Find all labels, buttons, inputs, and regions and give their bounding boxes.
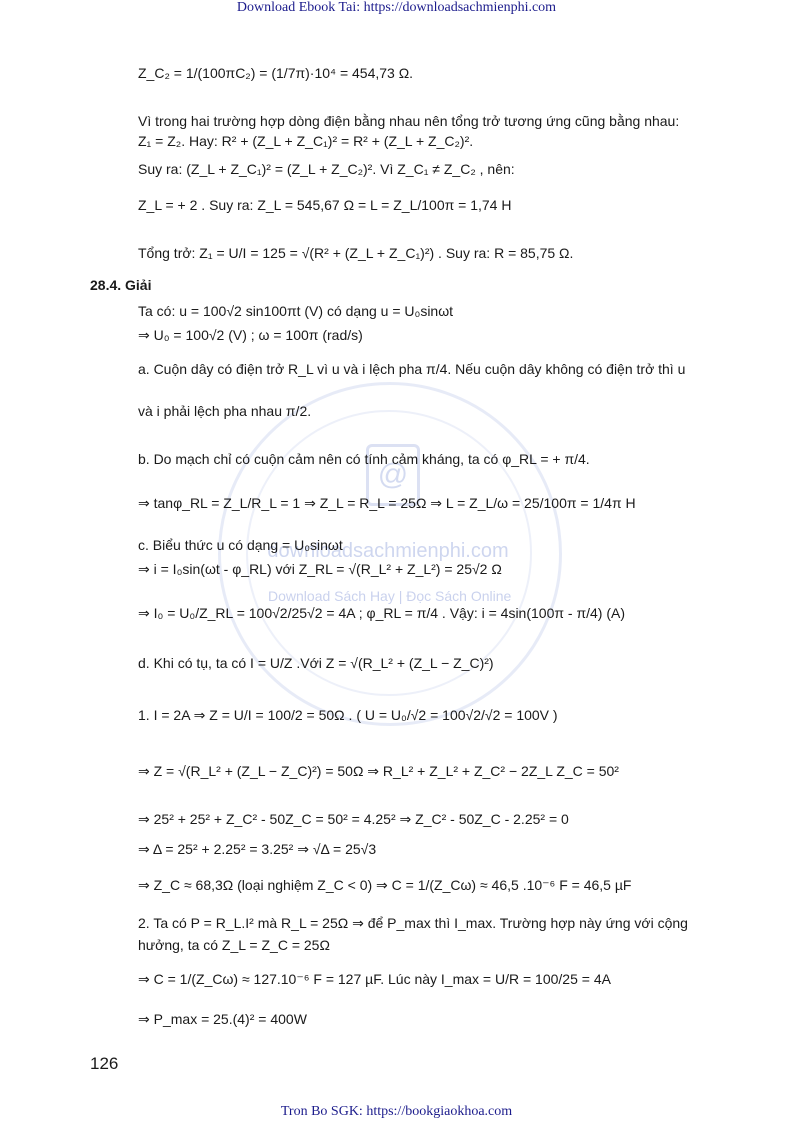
- watermark-at-icon: @: [366, 444, 420, 506]
- watermark-slogan: Download Sách Hay | Đọc Sách Online: [268, 588, 512, 604]
- equal-current-statement: Vì trong hai trường hợp dòng điện bằng nhau nên tổng trở tương ứng cũng bằng nhau:: [138, 113, 680, 129]
- part-c-line1: c. Biểu thức u có dạng = U₀sinωt: [138, 537, 343, 553]
- header-download-link[interactable]: Download Ebook Tai: https://downloadsachmienphi.com: [236, 0, 557, 15]
- voltage-expression: Ta có: u = 100√2 sin100πt (V) có dạng u = U₀sinωt: [138, 303, 454, 319]
- part-d1-line4: ⇒ Δ = 25² + 2.25² = 3.25² ⇒ √Δ = 25√3: [138, 841, 377, 857]
- part-d1-line1: 1. I = 2A ⇒ Z = U/I = 100/2 = 50Ω . ( U = U₀/√2 = 100√2/√2 = 100V ): [138, 707, 558, 723]
- part-c-line3: ⇒ I₀ = U₀/Z_RL = 100√2/25√2 = 4A ; φ_RL = π/4 . Vậy: i = 4sin(100π - π/4) (A): [138, 605, 626, 621]
- deduction-line: Suy ra: (Z_L + Z_C₁)² = (Z_L + Z_C₂)². Vì Z_C₁ ≠ Z_C₂ , nên:: [138, 161, 515, 177]
- section-title-28-4: 28.4. Giải: [90, 277, 152, 293]
- part-c-line2: ⇒ i = I₀sin(ωt - φ_RL) với Z_RL = √(R_L² + Z_L²) = 25√2 Ω: [138, 561, 502, 577]
- part-d2-line1: 2. Ta có P = R_L.I² mà R_L = 25Ω ⇒ để P_max thì I_max. Trường hợp này ứng với cộng: [138, 915, 688, 931]
- part-a-line2: và i phải lệch pha nhau π/2.: [138, 403, 312, 419]
- part-d2-line3: ⇒ C = 1/(Z_Cω) ≈ 127.10⁻⁶ F = 127 µF. Lúc này I_max = U/R = 100/25 = 4A: [138, 971, 611, 987]
- zl-inductance-result: Z_L = + 2 . Suy ra: Z_L = 545,67 Ω = L = Z_L/100π = 1,74 H: [138, 197, 512, 213]
- zc2-calculation: Z_C₂ = 1/(100πC₂) = (1/7π)·10⁴ = 454,73 Ω.: [138, 65, 414, 81]
- part-b-line2: ⇒ tanφ_RL = Z_L/R_L = 1 ⇒ Z_L = R_L = 25Ω ⇒ L = Z_L/ω = 25/100π = 1/4π H: [138, 495, 636, 511]
- part-d1-line5: ⇒ Z_C ≈ 68,3Ω (loại nghiệm Z_C < 0) ⇒ C = 1/(Z_Cω) ≈ 46,5 .10⁻⁶ F = 46,5 µF: [138, 877, 632, 893]
- watermark-site-name: downloadsachmienphi.com: [267, 540, 509, 562]
- total-impedance-result: Tổng trở: Z₁ = U/I = 125 = √(R² + (Z_L + Z_C₁)²) . Suy ra: R = 85,75 Ω.: [138, 245, 574, 261]
- part-d1-line3: ⇒ 25² + 25² + Z_C² - 50Z_C = 50² = 4.25² ⇒ Z_C² - 50Z_C - 2.25² = 0: [138, 811, 569, 827]
- part-b-line1: b. Do mạch chỉ có cuộn cảm nên có tính cảm kháng, ta có φ_RL = + π/4.: [138, 451, 590, 467]
- part-a-line1: a. Cuộn dây có điện trở R_L vì u và i lệch pha π/4. Nếu cuộn dây không có điện trở thì u: [138, 361, 686, 377]
- impedance-equality: Z₁ = Z₂. Hay: R² + (Z_L + Z_C₁)² = R² + (Z_L + Z_C₂)².: [138, 133, 474, 149]
- part-d1-line2: ⇒ Z = √(R_L² + (Z_L − Z_C)²) = 50Ω ⇒ R_L² + Z_L² + Z_C² − 2Z_L Z_C = 50²: [138, 763, 619, 779]
- footer-sgk-link[interactable]: Tron Bo SGK: https://bookgiaokhoa.com: [280, 1104, 513, 1119]
- page-number: 126: [90, 1054, 119, 1073]
- part-d-intro: d. Khi có tụ, ta có I = U/Z .Với Z = √(R_L² + (Z_L − Z_C)²): [138, 655, 494, 671]
- part-d2-line2: hưởng, ta có Z_L = Z_C = 25Ω: [138, 937, 330, 953]
- amplitude-omega: ⇒ U₀ = 100√2 (V) ; ω = 100π (rad/s): [138, 327, 363, 343]
- part-d2-line4: ⇒ P_max = 25.(4)² = 400W: [138, 1011, 307, 1027]
